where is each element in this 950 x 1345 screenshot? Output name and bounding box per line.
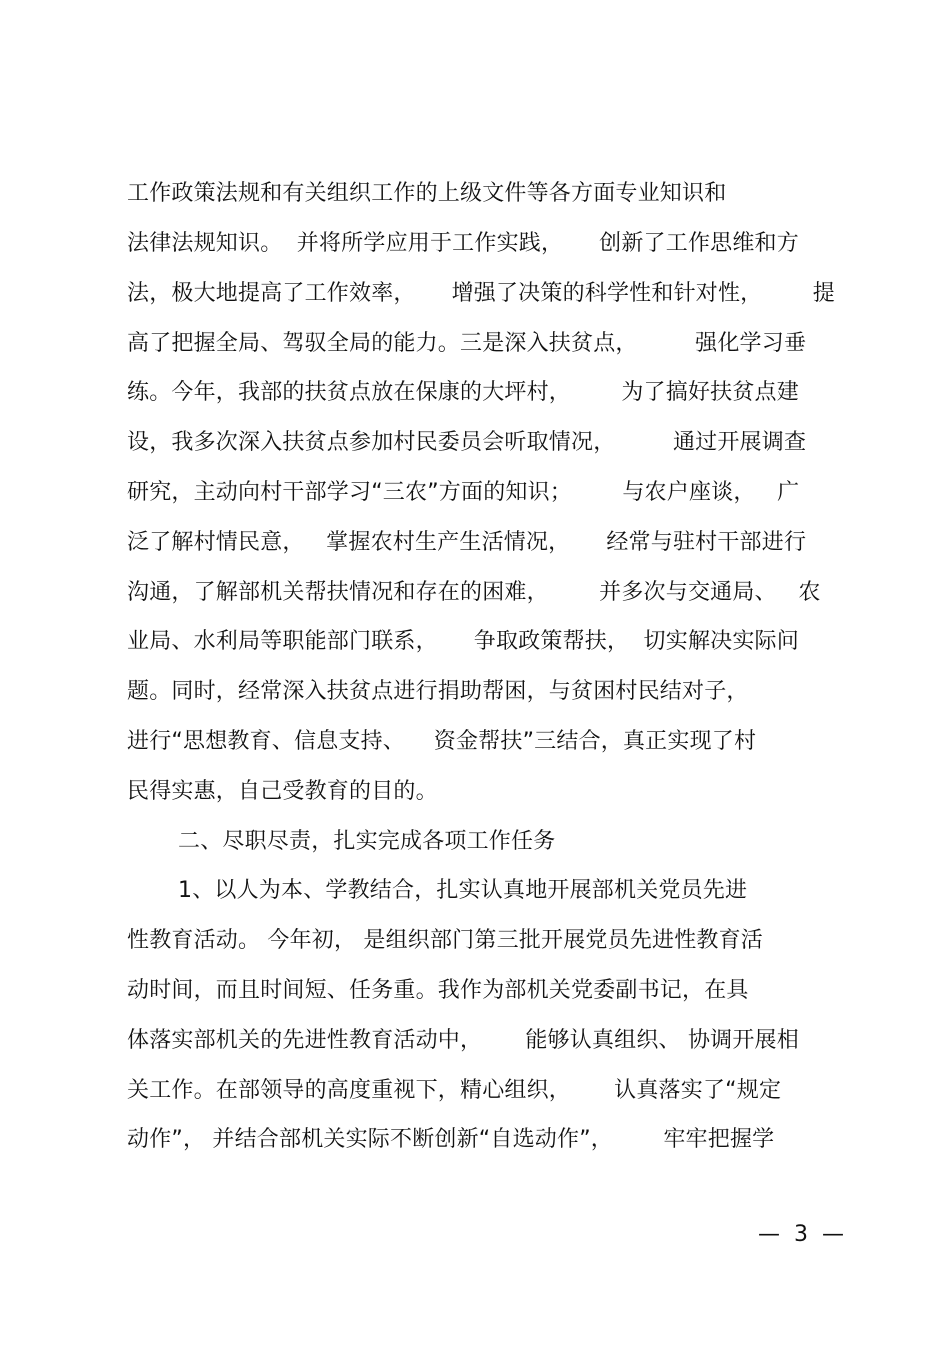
body-text-line: 动时间，而且时间短、任务重。我作为部机关党委副书记，在具 bbox=[127, 978, 749, 1003]
body-text-line: 沟通，了解部机关帮扶情况和存在的困难， 并多次与交通局、 农 bbox=[127, 580, 821, 605]
item-first-line: 1、以人为本、学教结合，扎实认真地开展部机关党员先进 bbox=[178, 878, 748, 903]
section-heading: 二、尽职尽责，扎实完成各项工作任务 bbox=[178, 829, 556, 854]
body-text-line: 进行“思想教育、信息支持、 资金帮扶”三结合，真正实现了村 bbox=[127, 729, 757, 754]
body-text-line: 法律法规知识。 并将所学应用于工作实践， 创新了工作思维和方 bbox=[127, 231, 799, 256]
body-text-line: 研究，主动向村干部学习“三农”方面的知识； 与农户座谈， 广 bbox=[127, 480, 800, 505]
body-text-line: 体落实部机关的先进性教育活动中， 能够认真组织、 协调开展相 bbox=[127, 1028, 799, 1053]
body-text-line: 题。同时，经常深入扶贫点进行捐助帮困，与贫困村民结对子， bbox=[127, 679, 749, 704]
body-text-line: 法，极大地提高了工作效率， 增强了决策的科学性和针对性， 提 bbox=[127, 281, 835, 306]
body-text-line: 业局、水利局等职能部门联系， 争取政策帮扶， 切实解决实际问 bbox=[127, 629, 799, 654]
body-text-line: 民得实惠，自己受教育的目的。 bbox=[127, 779, 438, 804]
body-text-line: 高了把握全局、驾驭全局的能力。三是深入扶贫点， 强化学习垂 bbox=[127, 331, 807, 356]
body-text-line: 关工作。在部领导的高度重视下，精心组织， 认真落实了“规定 bbox=[127, 1078, 782, 1103]
body-text-line: 设，我多次深入扶贫点参加村民委员会听取情况， 通过开展调查 bbox=[127, 430, 807, 455]
page-number: — 3 — bbox=[758, 1222, 844, 1247]
body-text-line: 工作政策法规和有关组织工作的上级文件等各方面专业知识和 bbox=[127, 181, 727, 206]
body-text-line: 泛了解村情民意， 掌握农村生产生活情况， 经常与驻村干部进行 bbox=[127, 530, 807, 555]
body-text-line: 练。今年，我部的扶贫点放在保康的大坪村， 为了搞好扶贫点建 bbox=[127, 380, 799, 405]
body-text-line: 性教育活动。 今年初， 是组织部门第三批开展党员先进性教育活 bbox=[127, 928, 763, 953]
body-text-line: 动作”， 并结合部机关实际不断创新“自选动作”， 牢牢把握学 bbox=[127, 1127, 775, 1152]
